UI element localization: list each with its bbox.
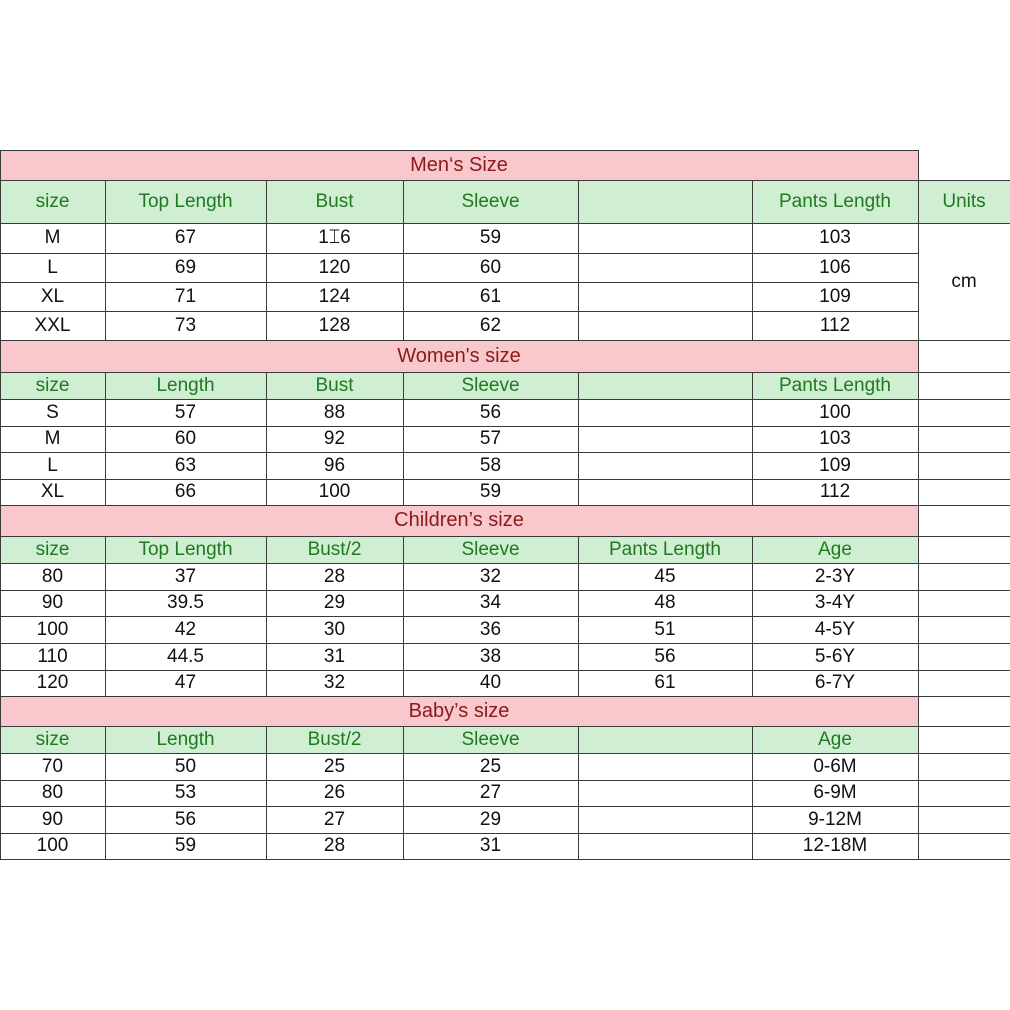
- grid-line: [918, 833, 1010, 834]
- table-cell: 0-6M: [813, 755, 857, 777]
- grid-line: [105, 180, 106, 340]
- table-cell: 110: [37, 645, 68, 667]
- grid-line: [578, 726, 579, 859]
- grid-line: [0, 452, 918, 453]
- table-cell: [578, 806, 752, 833]
- table-cell: 53: [174, 782, 197, 803]
- grid-line: [403, 536, 404, 696]
- table-cell: 112: [819, 481, 851, 502]
- grid-line: [918, 696, 1010, 697]
- table-cell: 120: [36, 672, 69, 693]
- grid-line: [918, 536, 1010, 537]
- table-cell: [578, 311, 752, 340]
- table-cell: 36: [479, 618, 502, 640]
- grid-line: [0, 372, 918, 373]
- table-cell: 70: [41, 755, 64, 777]
- grid-line: [0, 780, 918, 781]
- column-header: size: [0, 536, 105, 563]
- column-header: [578, 726, 752, 753]
- grid-line: [0, 806, 918, 807]
- grid-line: [918, 643, 1010, 644]
- column-header: Pants Length: [752, 372, 918, 399]
- grid-line: [0, 150, 1, 859]
- column-header: [578, 372, 752, 399]
- section-title: Women's size: [0, 340, 918, 372]
- grid-line: [918, 340, 1010, 341]
- table-cell: M: [44, 227, 61, 248]
- table-cell: 100: [819, 401, 851, 423]
- table-cell: 73: [174, 314, 197, 336]
- column-header: Age: [752, 726, 918, 753]
- grid-line: [918, 616, 1010, 617]
- grid-line: [0, 590, 918, 591]
- section-title: Children’s size: [0, 505, 918, 536]
- grid-line: [0, 399, 918, 400]
- table-cell: 44.5: [167, 645, 204, 667]
- grid-line: [918, 505, 1010, 506]
- table-cell: 57: [479, 428, 502, 449]
- table-cell: 1⌶6: [318, 227, 351, 248]
- table-cell: [578, 780, 752, 806]
- units-value: cm: [951, 270, 977, 292]
- table-cell: 100: [318, 481, 351, 502]
- grid-line: [918, 859, 1010, 860]
- table-cell: [578, 479, 752, 505]
- table-cell: 40: [479, 672, 502, 693]
- grid-line: [918, 479, 1010, 480]
- table-cell: 103: [819, 428, 851, 449]
- table-cell: [578, 253, 752, 282]
- grid-line: [403, 726, 404, 859]
- grid-line: [918, 780, 1010, 781]
- grid-line: [0, 282, 918, 283]
- table-cell: M: [44, 428, 61, 449]
- table-cell: 63: [174, 454, 197, 476]
- table-cell: 12-18M: [802, 835, 868, 856]
- grid-line: [105, 536, 106, 696]
- grid-line: [0, 150, 918, 151]
- grid-line: [105, 726, 106, 859]
- table-cell: 32: [323, 672, 346, 693]
- table-cell: 56: [174, 808, 197, 830]
- grid-line: [266, 372, 267, 505]
- table-cell: 92: [323, 428, 346, 449]
- table-cell: 29: [323, 592, 346, 613]
- grid-line: [266, 726, 267, 859]
- table-cell: 25: [479, 755, 502, 777]
- grid-line: [105, 372, 106, 505]
- table-cell: 106: [819, 256, 851, 278]
- table-cell: 6-9M: [813, 782, 857, 803]
- grid-line: [578, 372, 579, 505]
- table-cell: 59: [174, 835, 197, 856]
- table-cell: 30: [323, 618, 346, 640]
- grid-line: [0, 643, 918, 644]
- grid-line: [918, 670, 1010, 671]
- grid-line: [918, 563, 1010, 564]
- grid-line: [578, 180, 579, 340]
- table-cell: 42: [174, 618, 197, 640]
- grid-line: [0, 223, 918, 224]
- grid-line: [0, 479, 918, 480]
- table-cell: [578, 452, 752, 479]
- table-cell: 128: [318, 314, 351, 336]
- table-cell: 60: [174, 428, 197, 449]
- table-cell: 5-6Y: [814, 645, 856, 667]
- column-header: Bust: [266, 180, 403, 223]
- table-cell: 26: [323, 782, 346, 803]
- grid-line: [0, 670, 918, 671]
- column-header: Sleeve: [403, 726, 578, 753]
- table-cell: [578, 223, 752, 253]
- grid-line: [0, 536, 918, 537]
- grid-line: [918, 726, 1010, 727]
- table-cell: 100: [36, 618, 69, 640]
- column-header: Bust/2: [266, 536, 403, 563]
- column-header: size: [0, 180, 105, 223]
- grid-line: [0, 180, 918, 181]
- grid-line: [403, 180, 404, 340]
- table-cell: 90: [41, 808, 64, 830]
- table-cell: XXL: [34, 314, 71, 336]
- grid-line: [752, 372, 753, 505]
- table-cell: S: [46, 401, 59, 423]
- grid-line: [403, 372, 404, 505]
- column-header: Bust/2: [266, 726, 403, 753]
- table-cell: 32: [479, 565, 502, 587]
- column-header: Top Length: [105, 180, 266, 223]
- table-cell: 59: [479, 227, 502, 248]
- column-header: Sleeve: [403, 372, 578, 399]
- table-cell: 51: [654, 618, 676, 640]
- table-cell: 31: [479, 835, 502, 856]
- table-cell: 90: [41, 592, 64, 613]
- grid-line: [0, 753, 918, 754]
- table-cell: 28: [323, 565, 346, 587]
- grid-line: [918, 753, 1010, 754]
- table-cell: 25: [323, 755, 346, 777]
- grid-line: [578, 536, 579, 696]
- table-cell: 56: [479, 401, 502, 423]
- table-cell: 66: [174, 481, 197, 502]
- table-cell: 124: [318, 285, 351, 307]
- table-cell: 103: [819, 227, 851, 248]
- grid-line: [918, 399, 1010, 400]
- grid-line: [0, 340, 918, 341]
- column-header: Bust: [266, 372, 403, 399]
- grid-line: [0, 311, 918, 312]
- grid-line: [918, 180, 1010, 181]
- table-cell: 69: [174, 256, 197, 278]
- grid-line: [752, 726, 753, 859]
- table-cell: 80: [41, 565, 64, 587]
- grid-line: [0, 563, 918, 564]
- table-cell: [578, 833, 752, 859]
- units-header: Units: [918, 180, 1010, 223]
- section-title: Baby’s size: [0, 696, 918, 726]
- grid-line: [266, 180, 267, 340]
- table-cell: 109: [819, 285, 851, 307]
- grid-line: [0, 426, 918, 427]
- grid-line: [0, 726, 918, 727]
- table-cell: 37: [174, 565, 197, 587]
- table-cell: 48: [654, 592, 676, 613]
- table-cell: 47: [174, 672, 197, 693]
- table-cell: 39.5: [167, 592, 204, 613]
- table-cell: 28: [323, 835, 346, 856]
- table-cell: 100: [36, 835, 69, 856]
- table-cell: 61: [479, 285, 502, 307]
- table-cell: 60: [479, 256, 502, 278]
- section-title: Men‘s Size: [0, 150, 918, 180]
- grid-line: [918, 806, 1010, 807]
- column-header: [578, 180, 752, 223]
- grid-line: [918, 372, 1010, 373]
- table-cell: 109: [819, 454, 851, 476]
- column-header: Length: [105, 726, 266, 753]
- grid-line: [0, 505, 918, 506]
- column-header: Sleeve: [403, 536, 578, 563]
- grid-line: [918, 150, 919, 859]
- column-header: Length: [105, 372, 266, 399]
- table-cell: 56: [654, 645, 676, 667]
- table-cell: 4-5Y: [814, 618, 856, 640]
- table-cell: L: [47, 454, 58, 476]
- table-cell: 57: [174, 401, 197, 423]
- table-cell: 50: [174, 755, 197, 777]
- column-header: size: [0, 726, 105, 753]
- grid-line: [0, 616, 918, 617]
- grid-line: [918, 590, 1010, 591]
- table-cell: 3-4Y: [814, 592, 856, 613]
- table-cell: 34: [479, 592, 502, 613]
- table-cell: [578, 399, 752, 426]
- column-header: Sleeve: [403, 180, 578, 223]
- table-cell: XL: [40, 285, 65, 307]
- grid-line: [918, 426, 1010, 427]
- table-cell: [578, 753, 752, 780]
- grid-line: [918, 223, 1010, 224]
- table-cell: 61: [654, 672, 676, 693]
- grid-line: [752, 180, 753, 340]
- grid-line: [0, 859, 918, 860]
- column-header: size: [0, 372, 105, 399]
- table-cell: 96: [323, 454, 346, 476]
- grid-line: [266, 536, 267, 696]
- table-cell: [578, 282, 752, 311]
- table-cell: L: [47, 256, 58, 278]
- table-cell: [578, 426, 752, 452]
- table-cell: 31: [323, 645, 346, 667]
- table-cell: 45: [654, 565, 676, 587]
- table-cell: 59: [479, 481, 502, 502]
- table-cell: 27: [323, 808, 346, 830]
- column-header: Top Length: [105, 536, 266, 563]
- table-cell: 62: [479, 314, 502, 336]
- table-cell: 2-3Y: [814, 565, 856, 587]
- grid-line: [0, 696, 918, 697]
- grid-line: [918, 452, 1010, 453]
- table-cell: 27: [479, 782, 502, 803]
- grid-line: [752, 536, 753, 696]
- table-cell: 58: [479, 454, 502, 476]
- column-header: Age: [752, 536, 918, 563]
- column-header: Pants Length: [578, 536, 752, 563]
- column-header: Pants Length: [752, 180, 918, 223]
- table-cell: 29: [479, 808, 502, 830]
- table-cell: XL: [40, 481, 65, 502]
- table-cell: 71: [174, 285, 197, 307]
- table-cell: 120: [318, 256, 351, 278]
- grid-line: [0, 833, 918, 834]
- grid-line: [0, 253, 918, 254]
- table-cell: 112: [819, 314, 851, 336]
- table-cell: 80: [41, 782, 64, 803]
- table-cell: 38: [479, 645, 502, 667]
- table-cell: 6-7Y: [814, 672, 856, 693]
- table-cell: 67: [174, 227, 197, 248]
- table-cell: 88: [323, 401, 346, 423]
- table-cell: 9-12M: [808, 808, 862, 830]
